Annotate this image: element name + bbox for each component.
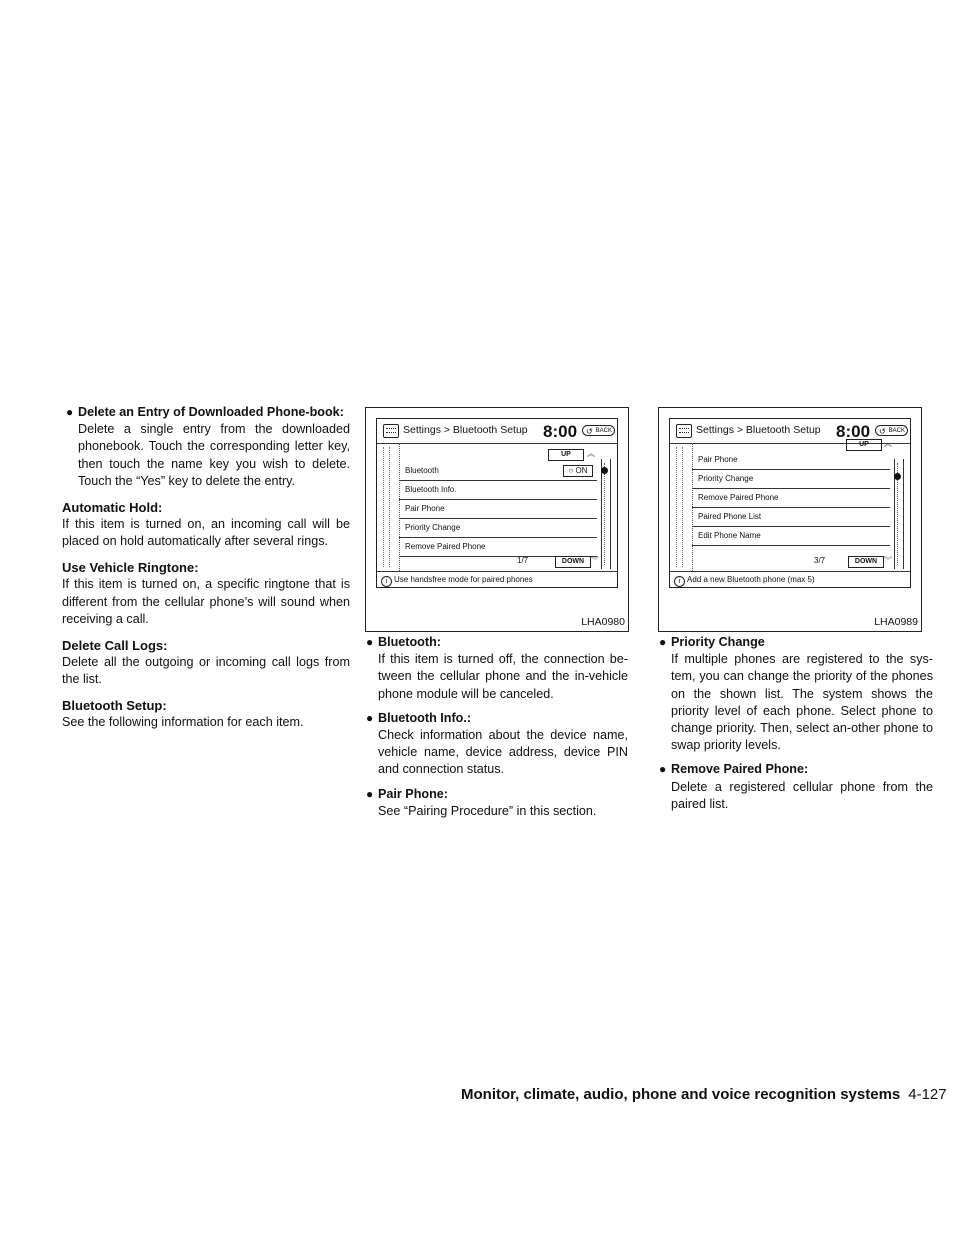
- bullet-icon: ●: [366, 635, 374, 649]
- section-text: If this item is turned on, a specific ringtone that is different from the cellular phone’s will sound when receiving a call.: [62, 577, 350, 626]
- figure-code: LHA0980: [581, 616, 625, 628]
- down-button[interactable]: DOWN: [848, 556, 884, 568]
- list-item-remove-paired-phone[interactable]: Remove Paired Phone: [692, 489, 890, 508]
- list-item-priority-change[interactable]: Priority Change: [399, 519, 597, 538]
- list-item-remove-paired-phone[interactable]: Remove Paired Phone: [399, 538, 597, 557]
- bullet-priority-change: [659, 634, 933, 754]
- back-button[interactable]: ↺ BACK: [875, 425, 908, 436]
- scroll-knob[interactable]: [894, 473, 901, 480]
- chapter-title: Monitor, climate, audio, phone and voice recognition systems: [461, 1086, 901, 1103]
- bullet-title: Delete an Entry of Downloaded Phone-book:: [78, 405, 344, 419]
- back-arrow-icon: ↺: [879, 427, 886, 436]
- info-icon: i: [381, 576, 392, 587]
- list-item-priority-change[interactable]: Priority Change: [692, 470, 890, 489]
- bullet-icon: ●: [659, 762, 667, 777]
- list-item-edit-phone-name[interactable]: Edit Phone Name: [692, 527, 890, 546]
- chevron-down-icon: ︾: [884, 556, 892, 565]
- section-title: Automatic Hold:: [62, 500, 163, 516]
- up-button[interactable]: UP: [846, 439, 882, 451]
- section-text: If this item is turned on, an incoming call will be placed on hold automatically after several rings.: [62, 517, 350, 549]
- page-footer: [461, 1086, 947, 1104]
- bullet-icon: ●: [366, 786, 374, 801]
- clock: 8:00: [836, 422, 871, 441]
- bullet-text: If multiple phones are registered to the sys-tem, you can change the priority of the phones on the shown list. The system shows the priority level of each phone. Select phone to change priority. Then, select an-other phone to swap priority levels.: [671, 652, 933, 753]
- scroll-knob[interactable]: [601, 467, 608, 474]
- screen-header: [377, 419, 617, 444]
- status-bar: i Add a new Bluetooth phone (max 5): [670, 571, 910, 587]
- bullet-pair-phone: [366, 786, 628, 820]
- bullet-text: Delete a registered cellular phone from the paired list.: [671, 779, 933, 811]
- section-bluetooth-setup: [62, 697, 350, 731]
- bullet-title: Bluetooth Info.:: [378, 710, 472, 725]
- page-indicator: 3/7: [814, 556, 826, 565]
- chevron-up-icon: ︽: [587, 449, 595, 458]
- bullet-delete-entry: [62, 404, 350, 490]
- on-toggle[interactable]: ○ ON: [563, 465, 593, 477]
- side-strip: [670, 443, 693, 571]
- bullet-title: Pair Phone:: [378, 786, 448, 801]
- bullet-icon: ●: [66, 405, 74, 419]
- figure-lha0989: [658, 407, 922, 632]
- status-bar: i Use handsfree mode for paired phones: [377, 571, 617, 587]
- list-item-paired-phone-list[interactable]: Paired Phone List: [692, 508, 890, 527]
- scrollbar[interactable]: [894, 459, 904, 569]
- chevron-down-icon: ︾: [591, 556, 599, 565]
- left-column: [62, 404, 350, 732]
- section-use-vehicle-ringtone: [62, 559, 350, 628]
- section-text: Delete all the outgoing or incoming call logs from the list.: [62, 655, 350, 687]
- bullet-bluetooth-info: [366, 710, 628, 779]
- chevron-up-icon: ︽: [884, 439, 892, 448]
- menu-list: [692, 451, 890, 546]
- menu-icon[interactable]: [383, 424, 399, 438]
- up-button[interactable]: UP: [548, 449, 584, 461]
- bullet-bluetooth: [366, 634, 628, 703]
- back-arrow-icon: ↺: [586, 427, 593, 436]
- bluetooth-setup-screen: [376, 418, 618, 588]
- bullet-icon: ●: [366, 710, 374, 725]
- bullet-text: See “Pairing Procedure” in this section.: [378, 803, 597, 818]
- screen-title: Settings > Bluetooth Setup: [696, 424, 821, 436]
- bullet-text: Delete a single entry from the downloaded phonebook. Touch the corresponding letter key, then touch the name key you wish to delete. Touch the “Yes” key to delete the entry.: [78, 422, 350, 488]
- bluetooth-setup-screen: [669, 418, 911, 588]
- bullet-title: Priority Change: [671, 635, 765, 649]
- down-button[interactable]: DOWN: [555, 556, 591, 568]
- middle-column: [366, 634, 628, 827]
- list-item-bluetooth[interactable]: Bluetooth ○ ON: [399, 462, 597, 481]
- right-column: [659, 634, 933, 820]
- scrollbar[interactable]: [601, 459, 611, 569]
- figure-code: LHA0989: [874, 616, 918, 628]
- menu-icon[interactable]: [676, 424, 692, 438]
- section-text: See the following information for each item.: [62, 715, 304, 730]
- back-button[interactable]: ↺ BACK: [582, 425, 615, 436]
- section-delete-call-logs: [62, 637, 350, 688]
- list-item-pair-phone[interactable]: Pair Phone: [692, 451, 890, 470]
- section-title: Bluetooth Setup:: [62, 698, 167, 714]
- clock: 8:00: [543, 422, 578, 441]
- list-item-bluetooth-info[interactable]: Bluetooth Info.: [399, 481, 597, 500]
- section-title: Use Vehicle Ringtone:: [62, 560, 199, 576]
- figure-lha0980: [365, 407, 629, 632]
- bullet-text: Check information about the device name, vehicle name, device address, device PIN and connection status.: [378, 728, 628, 777]
- page-indicator: 1/7: [517, 556, 529, 565]
- info-icon: i: [674, 576, 685, 587]
- section-title: Delete Call Logs:: [62, 638, 168, 654]
- list-item-pair-phone[interactable]: Pair Phone: [399, 500, 597, 519]
- bullet-remove-paired-phone: [659, 761, 933, 813]
- side-strip: [377, 443, 400, 571]
- section-automatic-hold: [62, 499, 350, 550]
- bullet-text: If this item is turned off, the connection be-tween the cellular phone and the in-vehicle phone module will be canceled.: [378, 652, 628, 701]
- menu-list: [399, 462, 597, 557]
- bullet-title: Bluetooth:: [378, 635, 441, 649]
- screen-title: Settings > Bluetooth Setup: [403, 424, 528, 436]
- bullet-title: Remove Paired Phone:: [671, 762, 809, 777]
- page-number: 4-127: [908, 1086, 947, 1103]
- bullet-icon: ●: [659, 635, 667, 649]
